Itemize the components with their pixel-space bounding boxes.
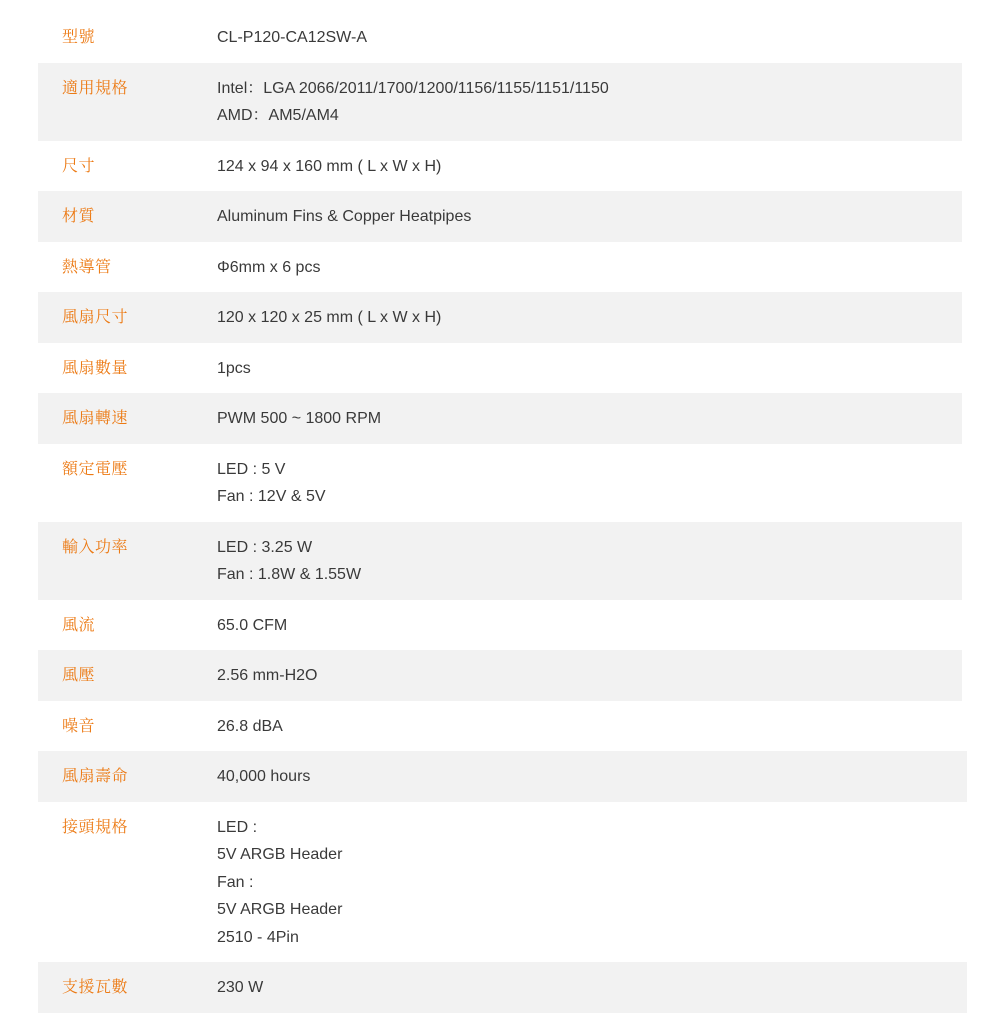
spec-value bbox=[217, 254, 962, 282]
spec-label: 適用規格 bbox=[62, 79, 129, 97]
spec-label: 輸入功率 bbox=[62, 538, 129, 556]
spec-value-line: 2510 - 4Pin bbox=[217, 928, 299, 946]
spec-label: 風扇尺寸 bbox=[62, 309, 129, 326]
spec-value bbox=[217, 713, 962, 741]
spec-value bbox=[217, 24, 962, 52]
spec-row-model bbox=[38, 12, 962, 63]
spec-value bbox=[217, 814, 967, 952]
spec-value-line: 1pcs bbox=[217, 359, 251, 377]
spec-value bbox=[217, 662, 962, 690]
spec-value-line: AMD：AM5/AM4 bbox=[217, 107, 339, 124]
spec-value-line: 124 x 94 x 160 mm ( L x W x H) bbox=[217, 157, 442, 175]
spec-label: 風扇壽命 bbox=[62, 768, 129, 785]
spec-label: 風扇轉速 bbox=[62, 410, 129, 427]
spec-row-material bbox=[38, 191, 962, 242]
spec-row-heatpipes bbox=[38, 242, 962, 293]
spec-value-line: 120 x 120 x 25 mm ( L x W x H) bbox=[217, 309, 442, 326]
spec-value bbox=[217, 612, 962, 640]
spec-value-line: Fan : 1.8W & 1.55W bbox=[217, 566, 362, 583]
spec-row-input-power bbox=[38, 522, 962, 600]
spec-row-tdp-support bbox=[38, 962, 967, 1013]
spec-value-line: LED : 5 V bbox=[217, 460, 286, 478]
spec-value-line: CL-P120-CA12SW-A bbox=[217, 29, 367, 46]
spec-value bbox=[217, 153, 962, 181]
spec-label: 風扇數量 bbox=[62, 359, 129, 377]
spec-value-line: Φ6mm x 6 pcs bbox=[217, 258, 321, 276]
spec-value-line: 26.8 dBA bbox=[217, 717, 283, 735]
spec-row-fan-size bbox=[38, 292, 962, 343]
spec-value bbox=[217, 75, 962, 130]
spec-value bbox=[217, 355, 962, 383]
spec-value-line: 5V ARGB Header bbox=[217, 901, 343, 918]
spec-value-line: Intel：LGA 2066/2011/1700/1200/1156/1155/1151/1150 bbox=[217, 79, 609, 97]
spec-row-connector bbox=[38, 802, 967, 963]
spec-label: 額定電壓 bbox=[62, 460, 129, 478]
spec-value bbox=[217, 763, 967, 791]
spec-row-airflow bbox=[38, 600, 962, 651]
spec-row-dimensions bbox=[38, 141, 962, 192]
spec-label: 型號 bbox=[62, 29, 96, 46]
spec-value-line: Aluminum Fins & Copper Heatpipes bbox=[217, 208, 472, 225]
spec-table bbox=[38, 12, 962, 1013]
spec-row-fan-lifespan bbox=[38, 751, 967, 802]
spec-label: 尺寸 bbox=[62, 157, 96, 175]
spec-value-line: LED : 3.25 W bbox=[217, 538, 313, 556]
spec-row-rated-voltage bbox=[38, 444, 962, 522]
spec-value bbox=[217, 534, 962, 589]
spec-value-line: Fan : 12V & 5V bbox=[217, 488, 326, 505]
spec-value bbox=[217, 405, 962, 433]
spec-value-line: LED : bbox=[217, 818, 258, 836]
spec-value-line: 230 W bbox=[217, 979, 264, 996]
spec-value-line: 5V ARGB Header bbox=[217, 846, 343, 863]
spec-label: 接頭規格 bbox=[62, 818, 129, 836]
spec-value bbox=[217, 456, 962, 511]
spec-value bbox=[217, 203, 962, 231]
spec-value-line: 65.0 CFM bbox=[217, 616, 288, 634]
spec-value-line: 2.56 mm-H2O bbox=[217, 667, 318, 684]
spec-label: 風流 bbox=[62, 616, 96, 634]
spec-row-fan-count bbox=[38, 343, 962, 394]
spec-value bbox=[217, 974, 967, 1002]
spec-label: 噪音 bbox=[62, 717, 96, 735]
spec-value-line: PWM 500 ~ 1800 RPM bbox=[217, 410, 382, 427]
spec-label: 熱導管 bbox=[62, 258, 112, 276]
spec-value bbox=[217, 304, 962, 332]
spec-value-line: 40,000 hours bbox=[217, 768, 311, 785]
spec-value-line: Fan : bbox=[217, 873, 254, 891]
spec-row-compatibility bbox=[38, 63, 962, 141]
spec-label: 材質 bbox=[62, 208, 96, 225]
spec-row-fan-speed bbox=[38, 393, 962, 444]
spec-label: 支援瓦數 bbox=[62, 979, 129, 996]
spec-row-air-pressure bbox=[38, 650, 962, 701]
spec-row-noise bbox=[38, 701, 962, 752]
spec-label: 風壓 bbox=[62, 667, 96, 684]
